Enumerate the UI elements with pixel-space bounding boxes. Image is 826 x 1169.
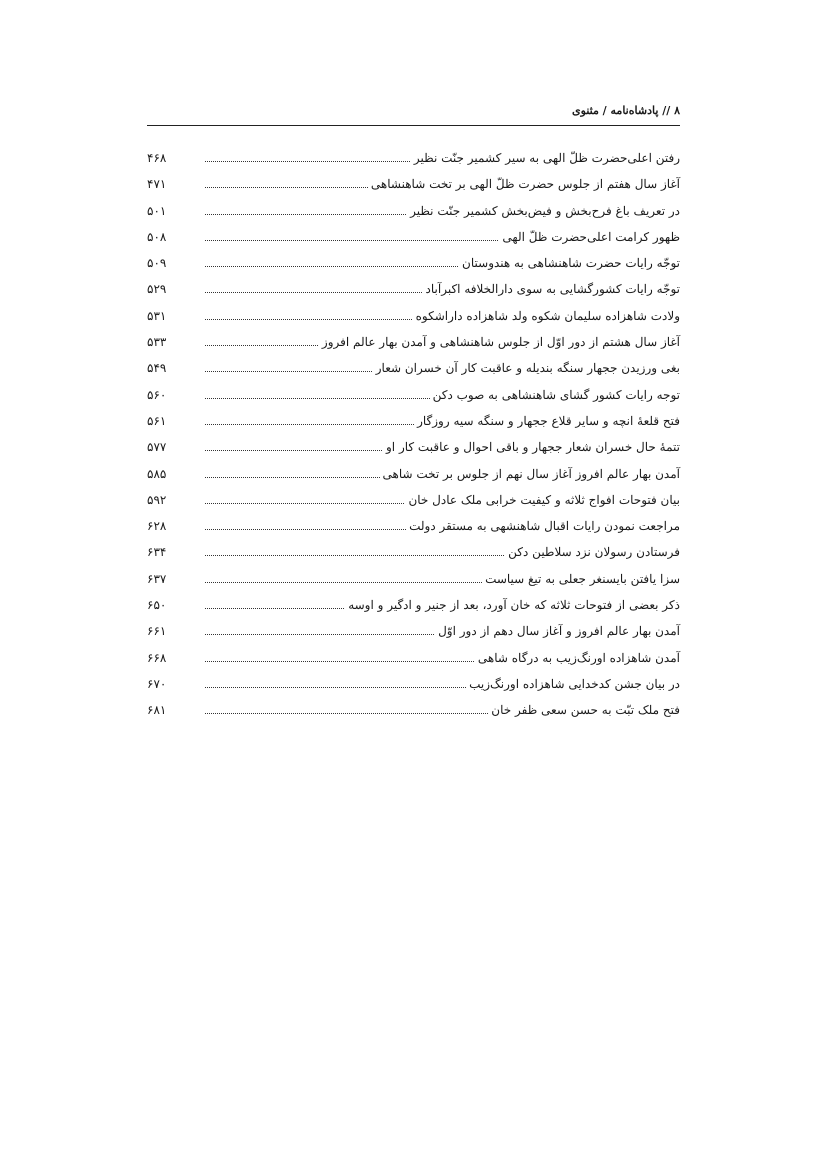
toc-entry-title: توجّه رایات کشورگشایی به سوی دارالخلافه اکبرآباد xyxy=(423,281,680,297)
page-header xyxy=(147,100,680,124)
table-of-contents xyxy=(147,146,680,725)
toc-entry-title: در بیان جشن کدخدایی شاهزاده اورنگ‌زیب xyxy=(466,676,680,692)
toc-entry-title: آمدن شاهزاده اورنگ‌زیب به درگاه شاهی xyxy=(475,650,680,666)
toc-entry xyxy=(147,199,680,225)
toc-entry-page: ۶۳۴ xyxy=(147,545,167,560)
toc-entry xyxy=(147,646,680,672)
toc-entry-title: آمدن بهار عالم افروز و آغاز سال دهم از دور اوّل xyxy=(435,623,680,639)
toc-entry-page: ۶۸۱ xyxy=(147,703,167,718)
toc-entry-page: ۶۵۰ xyxy=(147,598,167,613)
toc-entry-page: ۶۶۱ xyxy=(147,624,167,639)
toc-entry-title: فتح قلعهٔ انچه و سایر قلاع ججهار و سنگه سیه روزگار xyxy=(414,413,680,429)
toc-entry-title: سزا یافتن بایسنغر جعلی به تیغ سیاست xyxy=(482,571,680,587)
toc-entry xyxy=(147,330,680,356)
toc-entry-title: رفتن اعلی‌حضرت ظلّ الهی به سیر کشمیر جنّت نظیر xyxy=(411,150,680,166)
toc-entry-page: ۴۷۱ xyxy=(147,177,167,192)
toc-entry xyxy=(147,619,680,645)
toc-entry-title: آغاز سال هفتم از جلوس حضرت ظلّ الهی بر تخت شاهنشاهی xyxy=(368,176,680,192)
toc-entry-page: ۵۳۳ xyxy=(147,335,167,350)
toc-entry xyxy=(147,409,680,435)
toc-entry xyxy=(147,514,680,540)
toc-entry-page: ۵۶۰ xyxy=(147,387,167,402)
toc-entry-title: ولادت شاهزاده سلیمان شکوه ولد شاهزاده داراشکوه xyxy=(413,308,680,324)
toc-entry xyxy=(147,172,680,198)
toc-entry-page: ۵۲۹ xyxy=(147,282,167,297)
toc-entry-page: ۶۷۰ xyxy=(147,676,167,691)
toc-entry xyxy=(147,356,680,382)
toc-entry xyxy=(147,567,680,593)
toc-entry-page: ۵۴۹ xyxy=(147,361,167,376)
toc-entry xyxy=(147,593,680,619)
toc-entry xyxy=(147,277,680,303)
toc-entry-page: ۵۰۱ xyxy=(147,203,167,218)
toc-entry-page: ۵۳۱ xyxy=(147,308,167,323)
toc-entry-title: توجه رایات کشور گشای شاهنشاهی به صوب دکن xyxy=(430,387,680,403)
toc-entry-title: در تعریف باغ فرح‌بخش و فیض‌بخش کشمیر جنّت نظیر xyxy=(407,203,680,219)
toc-entry-page: ۶۲۸ xyxy=(147,519,167,534)
toc-entry-title: بغی ورزیدن ججهار سنگه بندیله و عاقبت کار آن خسران شعار xyxy=(373,360,680,376)
toc-entry-title: ظهور کرامت اعلی‌حضرت ظلّ الهی xyxy=(499,229,680,245)
toc-entry xyxy=(147,251,680,277)
toc-entry xyxy=(147,698,680,724)
toc-entry xyxy=(147,672,680,698)
toc-entry-title: آغاز سال هشتم از دور اوّل از جلوس شاهنشاهی و آمدن بهار عالم افروز xyxy=(319,334,680,350)
toc-entry-title: آمدن بهار عالم افروز آغاز سال نهم از جلوس بر تخت شاهی xyxy=(380,466,680,482)
toc-entry-page: ۶۳۷ xyxy=(147,571,167,586)
toc-entry xyxy=(147,225,680,251)
toc-entry xyxy=(147,435,680,461)
header-rule xyxy=(147,125,680,126)
toc-entry-page: ۵۷۷ xyxy=(147,440,167,455)
toc-entry xyxy=(147,383,680,409)
toc-entry xyxy=(147,304,680,330)
toc-entry-title: مراجعت نمودن رایات اقبال شاهنشهی به مستقر دولت xyxy=(406,518,680,534)
running-header: ۸ // پادشاه‌نامه / مثنوی xyxy=(572,104,680,117)
toc-entry-page: ۵۸۵ xyxy=(147,466,167,481)
toc-entry-page: ۶۶۸ xyxy=(147,650,167,665)
toc-entry-title: فتح ملک تبّت به حسن سعی ظفر خان xyxy=(488,702,680,718)
toc-entry-title: ذکر بعضی از فتوحات ثلاثه که خان آورد، بعد از جنیر و ادگیر و اوسه xyxy=(345,597,680,613)
toc-entry-page: ۵۹۲ xyxy=(147,492,167,507)
toc-entry-page: ۵۰۹ xyxy=(147,256,167,271)
toc-entry-title: تتمهٔ حال خسران شعار ججهار و باقی احوال و عاقبت کار او xyxy=(383,439,680,455)
toc-entry xyxy=(147,146,680,172)
toc-entry-title: فرستادن رسولان نزد سلاطین دکن xyxy=(505,544,680,560)
toc-entry-page: ۵۶۱ xyxy=(147,413,167,428)
toc-entry-page: ۵۰۸ xyxy=(147,229,167,244)
toc-entry xyxy=(147,540,680,566)
toc-entry xyxy=(147,488,680,514)
toc-entry xyxy=(147,462,680,488)
toc-entry-title: بیان فتوحات افواج ثلاثه و کیفیت خرابی ملک عادل خان xyxy=(405,492,680,508)
toc-entry-page: ۴۶۸ xyxy=(147,151,167,165)
toc-entry-title: توجّه رایات حضرت شاهنشاهی به هندوستان xyxy=(459,255,680,271)
